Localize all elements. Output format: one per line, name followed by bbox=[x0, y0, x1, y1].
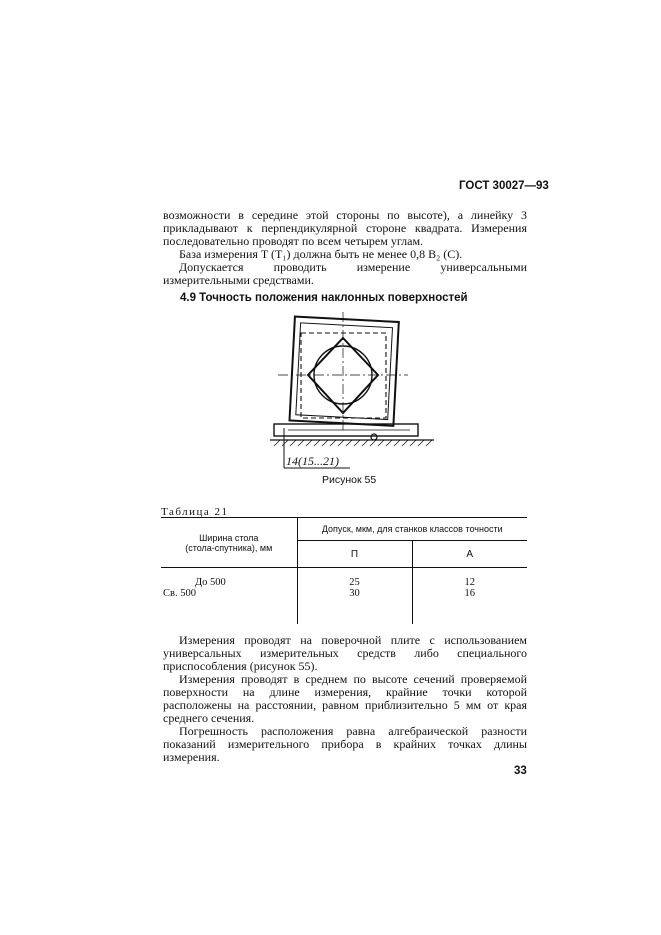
cell-width: До 500 bbox=[161, 568, 297, 589]
table-row bbox=[161, 588, 527, 624]
page-number: 33 bbox=[514, 765, 527, 777]
paragraph: возможности в середине этой стороны по высоте), а линейку 3 прикладывают к перпендикулярной стороне квадрата. Измерения последовательно проводят по всем четырем углам. bbox=[163, 208, 527, 248]
top-text-block bbox=[163, 209, 527, 287]
table-header-class-p: П bbox=[297, 541, 412, 568]
table-header-width bbox=[161, 518, 297, 568]
section-heading: 4.9 Точность положения наклонных поверхностей bbox=[180, 292, 468, 304]
document-standard-number: ГОСТ 30027—93 bbox=[459, 180, 549, 192]
header-line: (стола-спутника), мм bbox=[185, 542, 273, 553]
paragraph: Допускается проводить измерение универсальными измерительными средствами. bbox=[163, 260, 527, 287]
table-row bbox=[161, 568, 527, 589]
figure-drawing bbox=[268, 312, 438, 470]
header-line: Ширина стола bbox=[199, 532, 259, 543]
cell-a: 16 bbox=[464, 588, 475, 599]
cell-p: 30 bbox=[297, 588, 412, 624]
table-header-class-a: А bbox=[412, 541, 527, 568]
cell-width: Св. 500 bbox=[161, 588, 297, 624]
cell-a: 12 bbox=[464, 577, 475, 588]
figure-caption: Рисунок 55 bbox=[322, 474, 377, 486]
figure-55 bbox=[268, 312, 438, 475]
table-caption: Таблица 21 bbox=[161, 506, 229, 518]
paragraph: Измерения проводят в среднем по высоте сечений проверяемой поверхности на длине измерения, крайние точки которой расположены на расстоянии, равном приблизительно 5 мм от края среднего сечения. bbox=[163, 672, 527, 725]
table-header-group: Допуск, мкм, для станков классов точности bbox=[297, 518, 527, 541]
cell-p: 25 bbox=[297, 568, 412, 589]
paragraph: База измерения T (T₁) должна быть не менее 0,8 B₂ (C). bbox=[179, 247, 463, 261]
bottom-text-block bbox=[163, 634, 527, 764]
paragraph: Погрешность расположения равна алгебраической разности показаний измерительного прибора в крайних точках длины измерения. bbox=[163, 724, 527, 764]
tolerance-table bbox=[161, 517, 527, 624]
figure-label: 14(15...21) bbox=[286, 454, 339, 468]
ground-hatching bbox=[274, 440, 432, 446]
paragraph: Измерения проводят на поверочной плите с использованием универсальных измерительных средств либо специального приспособления (рисунок 55). bbox=[163, 633, 527, 673]
